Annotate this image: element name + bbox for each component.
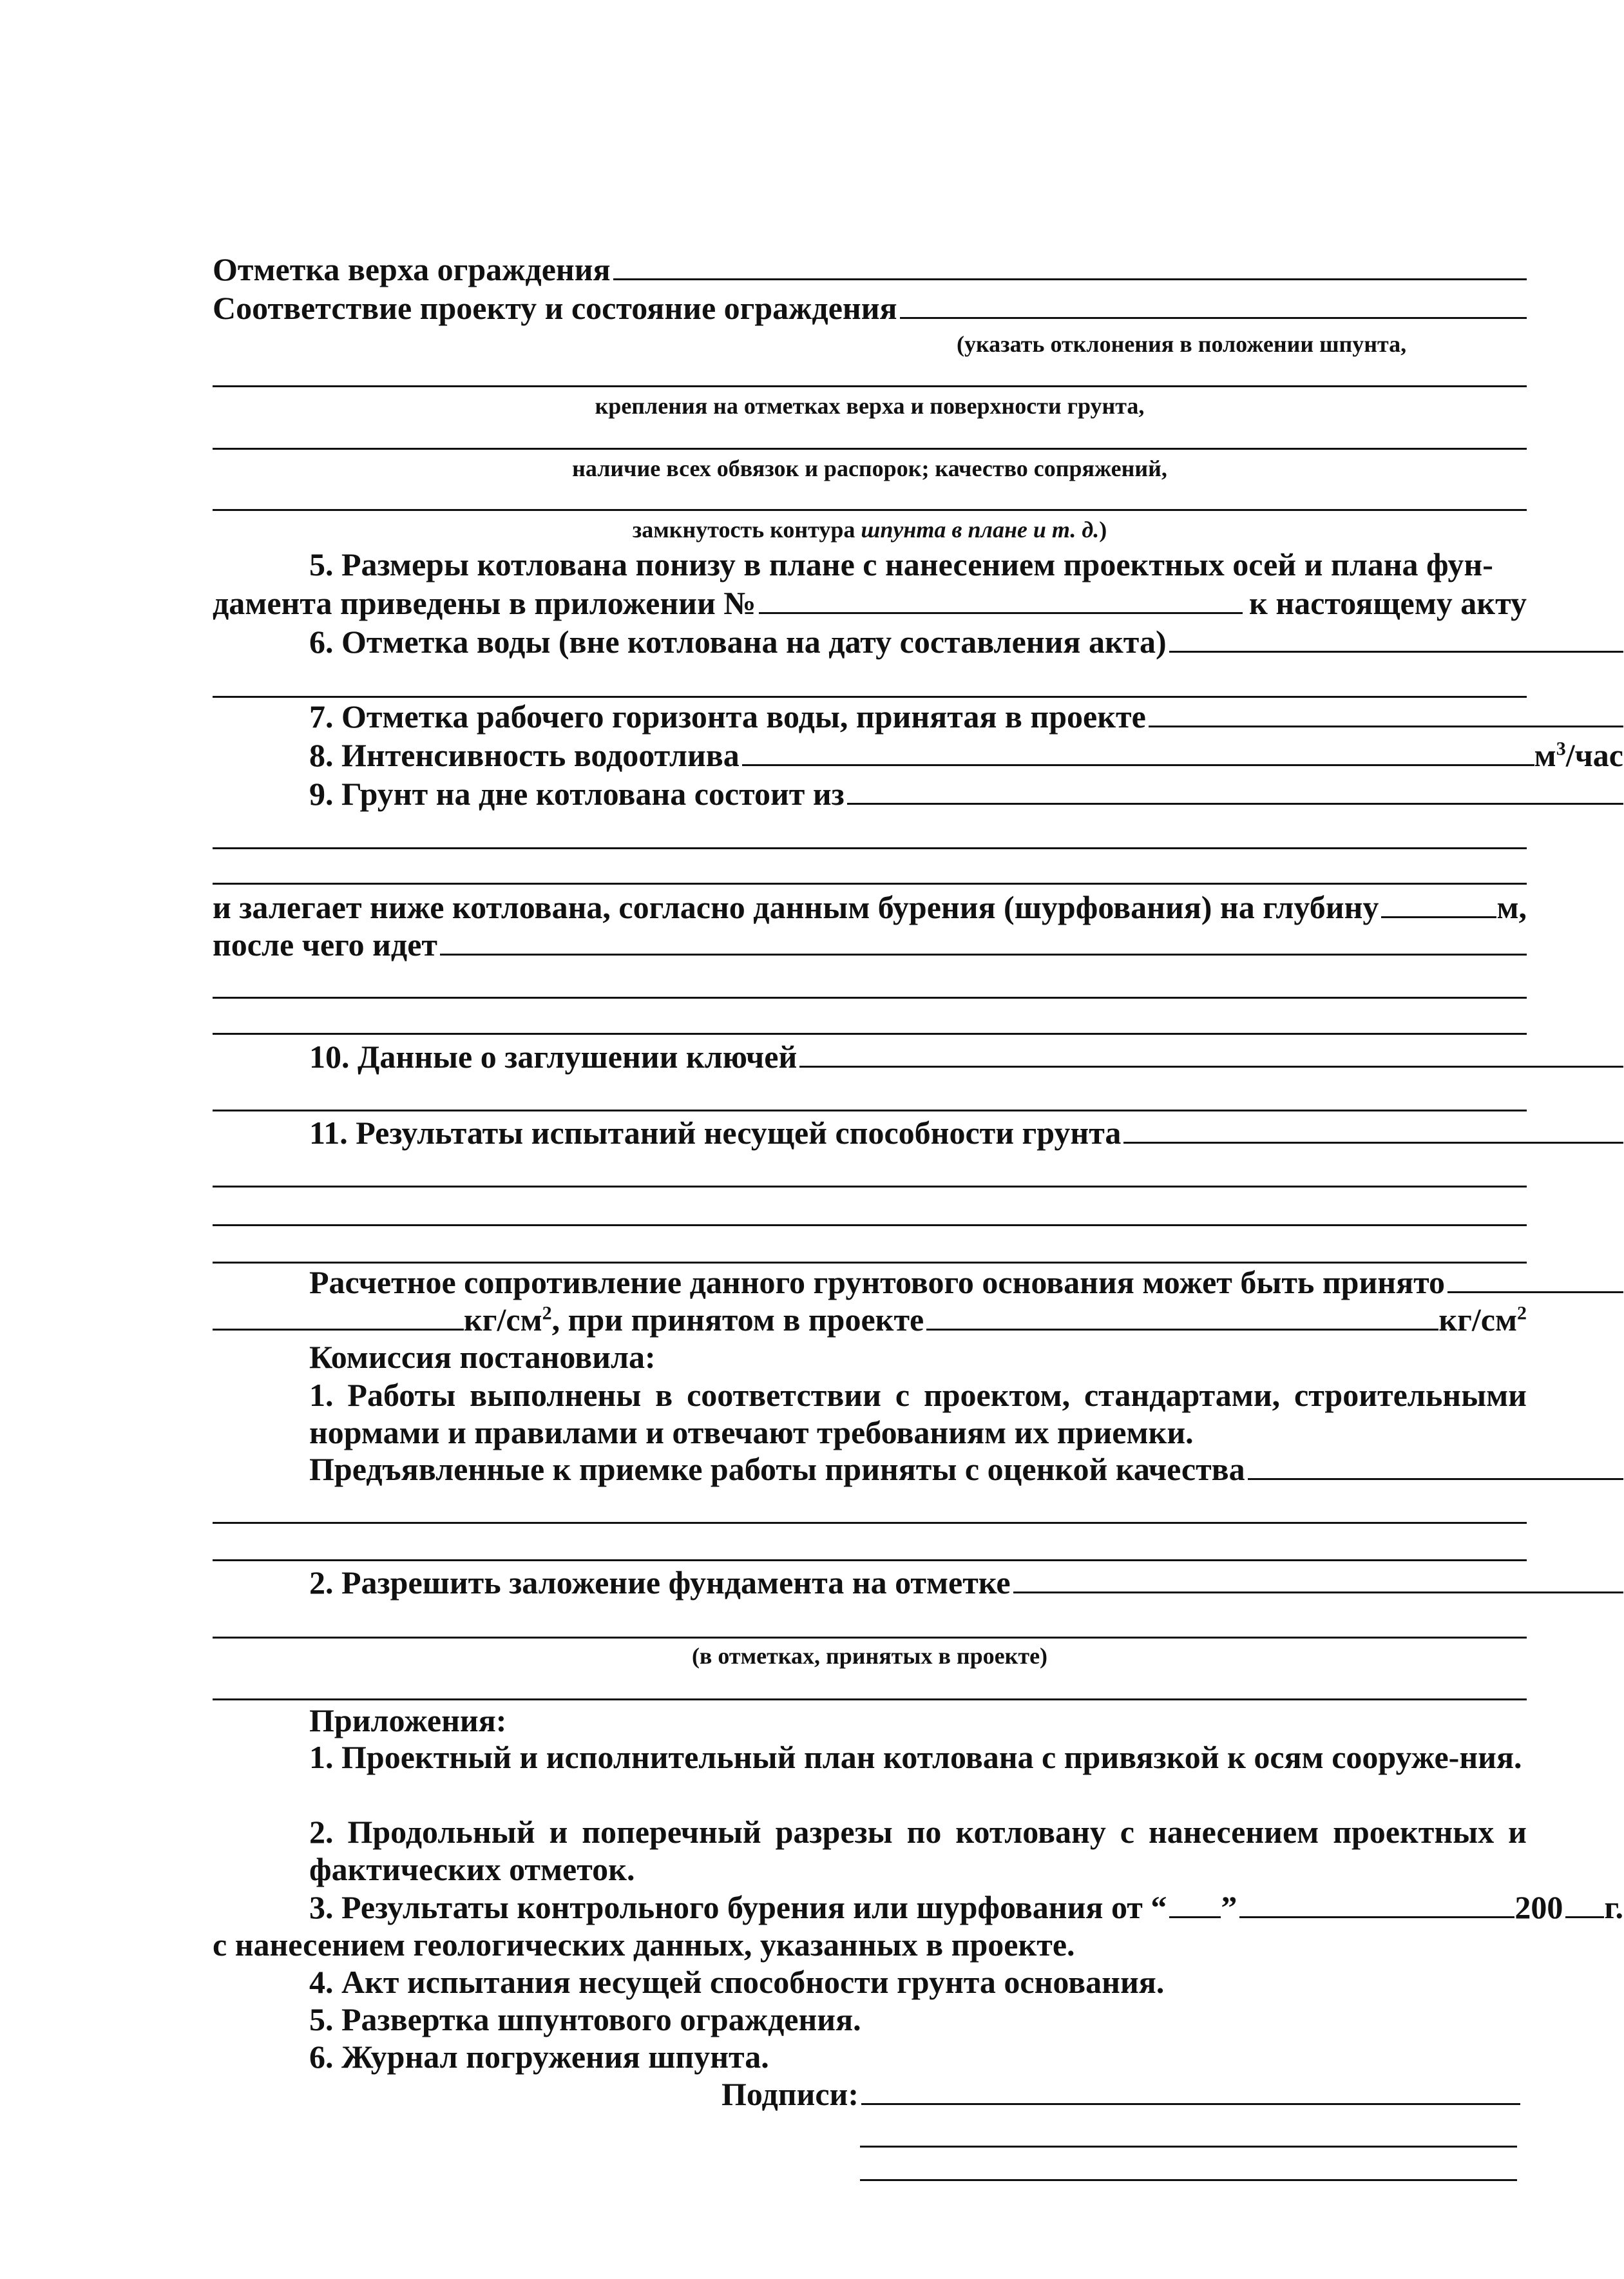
item9-field[interactable] bbox=[847, 774, 1623, 805]
fence-top-mark-row bbox=[213, 250, 1527, 289]
app5-row bbox=[213, 2000, 1623, 2039]
item11-row bbox=[213, 1113, 1623, 1152]
app2-text: 2. Продольный и поперечный разрезы по котловану с нанесением проектных и фактических отметок. bbox=[309, 1814, 1527, 1887]
item5-line1: 5. Размеры котлована понизу в плане с нанесением проектных осей и плана фун- bbox=[309, 546, 1493, 582]
app3-line2: с нанесением геологических данных, указанных в проекте. bbox=[213, 1927, 1075, 1963]
app4-row bbox=[213, 1963, 1623, 2001]
commission-decided-row bbox=[213, 1338, 1623, 1376]
item7-label: 7. Отметка рабочего горизонта воды, принятая в проекте bbox=[309, 698, 1146, 735]
unit-kg-2 bbox=[1438, 1300, 1527, 1339]
decision2-label: 2. Разрешить заложение фундамента на отметке bbox=[309, 1564, 1011, 1601]
item7-row bbox=[213, 697, 1623, 736]
fence-top-mark-label: Отметка верха ограждения bbox=[213, 251, 611, 287]
accepted-in-project-label: , при принятом в проекте bbox=[551, 1302, 924, 1338]
app6-text: 6. Журнал погружения шпунта. bbox=[309, 2039, 769, 2075]
app3-d: г. bbox=[1604, 1889, 1623, 1925]
app3-a: 3. Результаты контрольного бурения или шурфования от “ bbox=[309, 1889, 1167, 1925]
app3-year-field[interactable] bbox=[1565, 1888, 1604, 1918]
hint-ties: наличие всех обвязок и распорок; качество сопряжений, bbox=[572, 456, 1167, 481]
fence-conformity-label: Соответствие проекту и состояние ограждения bbox=[213, 290, 897, 326]
decision2-field-3[interactable] bbox=[213, 1698, 1527, 1700]
item9-field-2[interactable] bbox=[213, 847, 1527, 849]
item9-field-3[interactable] bbox=[213, 883, 1527, 885]
app4-text: 4. Акт испытания несущей способности грунта основания. bbox=[309, 1964, 1165, 2000]
app3-c: 200 bbox=[1514, 1889, 1563, 1925]
design-resistance-value-field[interactable] bbox=[213, 1300, 464, 1331]
item5-row1 bbox=[213, 545, 1623, 584]
item5-line2: дамента приведены в приложении № bbox=[213, 585, 756, 621]
then-goes-field-2[interactable] bbox=[213, 997, 1527, 999]
quality-field-3[interactable] bbox=[213, 1559, 1527, 1561]
unit-kg-2-sup: 2 bbox=[1517, 1302, 1527, 1324]
lies-below-label: и залегает ниже котлована, согласно данным бурения (шурфования) на глубину bbox=[213, 889, 1379, 925]
app1-text: 1. Проектный и исполнительный план котлована с привязкой к осям сооруже-ния. bbox=[309, 1739, 1522, 1775]
hint-marks: (в отметках, принятых в проекте) bbox=[691, 1643, 1048, 1669]
app2 bbox=[213, 1813, 1527, 1888]
lies-below-depth-field[interactable] bbox=[1381, 888, 1496, 918]
item10-field[interactable] bbox=[799, 1037, 1623, 1068]
item8-label: 8. Интенсивность водоотлива bbox=[309, 737, 740, 773]
app3-b: ” bbox=[1221, 1889, 1237, 1925]
design-resistance-label: Расчетное сопротивление данного грунтового основания может быть принято bbox=[309, 1264, 1446, 1300]
then-goes-label: после чего идет bbox=[213, 927, 437, 963]
item6-label: 6. Отметка воды (вне котлована на дату составления акта) bbox=[309, 624, 1167, 660]
item11-field-2[interactable] bbox=[213, 1186, 1527, 1188]
then-goes-row bbox=[213, 925, 1527, 964]
item11-field[interactable] bbox=[1123, 1113, 1623, 1144]
hint-closure-a: замкнутость контура bbox=[632, 517, 861, 543]
item6-row bbox=[213, 622, 1623, 661]
item11-field-3[interactable] bbox=[213, 1224, 1527, 1226]
item10-label: 10. Данные о заглушении ключей bbox=[309, 1039, 798, 1075]
item10-row bbox=[213, 1037, 1623, 1076]
unit-kg-2-a: кг/см bbox=[1438, 1302, 1517, 1338]
hint-closure-c: ) bbox=[1099, 517, 1107, 543]
unit-kg-1 bbox=[464, 1300, 552, 1339]
quality-field[interactable] bbox=[1248, 1450, 1623, 1480]
decision1 bbox=[213, 1376, 1527, 1451]
item8-unit-b: /час bbox=[1565, 737, 1623, 773]
app3-row2 bbox=[213, 1925, 1527, 1964]
decision1-text: 1. Работы выполнены в соответствии с проектом, стандартами, строительными нормами и правилами и отвечают требованиям их приемки. bbox=[309, 1377, 1527, 1450]
then-goes-field[interactable] bbox=[440, 925, 1527, 956]
app1 bbox=[213, 1738, 1527, 1776]
decision2-field-2[interactable] bbox=[213, 1637, 1527, 1639]
item7-field[interactable] bbox=[1149, 697, 1623, 727]
design-resistance-row bbox=[213, 1263, 1623, 1302]
fence-conformity-field-4[interactable] bbox=[213, 509, 1527, 511]
fence-conformity-field-2[interactable] bbox=[213, 385, 1527, 387]
item9-row bbox=[213, 774, 1623, 813]
signatures-row bbox=[721, 2075, 1520, 2113]
fence-conformity-field[interactable] bbox=[900, 289, 1527, 319]
item11-label: 11. Результаты испытаний несущей способности грунта bbox=[309, 1115, 1122, 1151]
then-goes-field-3[interactable] bbox=[213, 1033, 1527, 1035]
hint-deviation: (указать отклонения в положении шпунта, bbox=[957, 331, 1407, 357]
hint-closure-b: шпунта в плане и т. д. bbox=[861, 517, 1100, 543]
item8-field[interactable] bbox=[742, 736, 1534, 766]
item8-row bbox=[213, 736, 1623, 774]
signature-field-3[interactable] bbox=[860, 2179, 1517, 2181]
item8-unit-sup: 3 bbox=[1556, 738, 1566, 760]
fence-conformity-row bbox=[213, 289, 1527, 327]
commission-decided: Комиссия постановила: bbox=[309, 1339, 656, 1375]
appendices-row bbox=[213, 1701, 1623, 1740]
item8-unit-a: м bbox=[1534, 737, 1556, 773]
signature-field-2[interactable] bbox=[860, 2146, 1517, 2148]
hint-closure bbox=[213, 515, 1527, 544]
unit-kg-1-a: кг/см bbox=[464, 1302, 542, 1338]
quality-row bbox=[213, 1450, 1623, 1488]
decision2-row bbox=[213, 1563, 1623, 1602]
app3-month-field[interactable] bbox=[1239, 1888, 1514, 1918]
app3-row bbox=[213, 1888, 1623, 1927]
signatures-label: Подписи: bbox=[721, 2076, 859, 2112]
item5-appendix-number-field[interactable] bbox=[759, 584, 1243, 614]
app6-row bbox=[213, 2037, 1623, 2076]
item5-row2 bbox=[213, 584, 1527, 622]
app5-text: 5. Развертка шпунтового ограждения. bbox=[309, 2001, 861, 2037]
item9-label: 9. Грунт на дне котлована состоит из bbox=[309, 776, 845, 812]
hint-fastening: крепления на отметках верха и поверхности грунта, bbox=[595, 393, 1145, 419]
quality-field-2[interactable] bbox=[213, 1522, 1527, 1524]
lies-below-unit: м, bbox=[1496, 889, 1527, 925]
fence-top-mark-field[interactable] bbox=[613, 250, 1527, 280]
decision2-field[interactable] bbox=[1013, 1563, 1623, 1593]
app3-day-field[interactable] bbox=[1169, 1888, 1221, 1918]
item10-field-2[interactable] bbox=[213, 1110, 1527, 1111]
unit-kg-1-sup: 2 bbox=[542, 1302, 552, 1324]
item5-tail: к настоящему акту bbox=[1249, 585, 1527, 621]
fence-conformity-field-3[interactable] bbox=[213, 448, 1527, 450]
accepted-in-project-field[interactable] bbox=[926, 1300, 1438, 1331]
signature-field-1[interactable] bbox=[861, 2075, 1520, 2105]
quality-label: Предъявленные к приемке работы приняты с оценкой качества bbox=[309, 1451, 1245, 1487]
item6-field[interactable] bbox=[1169, 622, 1623, 653]
appendices-title: Приложения: bbox=[309, 1702, 507, 1738]
item8-unit bbox=[1534, 736, 1623, 774]
lies-below-row bbox=[213, 888, 1527, 927]
design-resistance-field[interactable] bbox=[1447, 1263, 1623, 1293]
design-resistance-row2 bbox=[213, 1300, 1527, 1339]
